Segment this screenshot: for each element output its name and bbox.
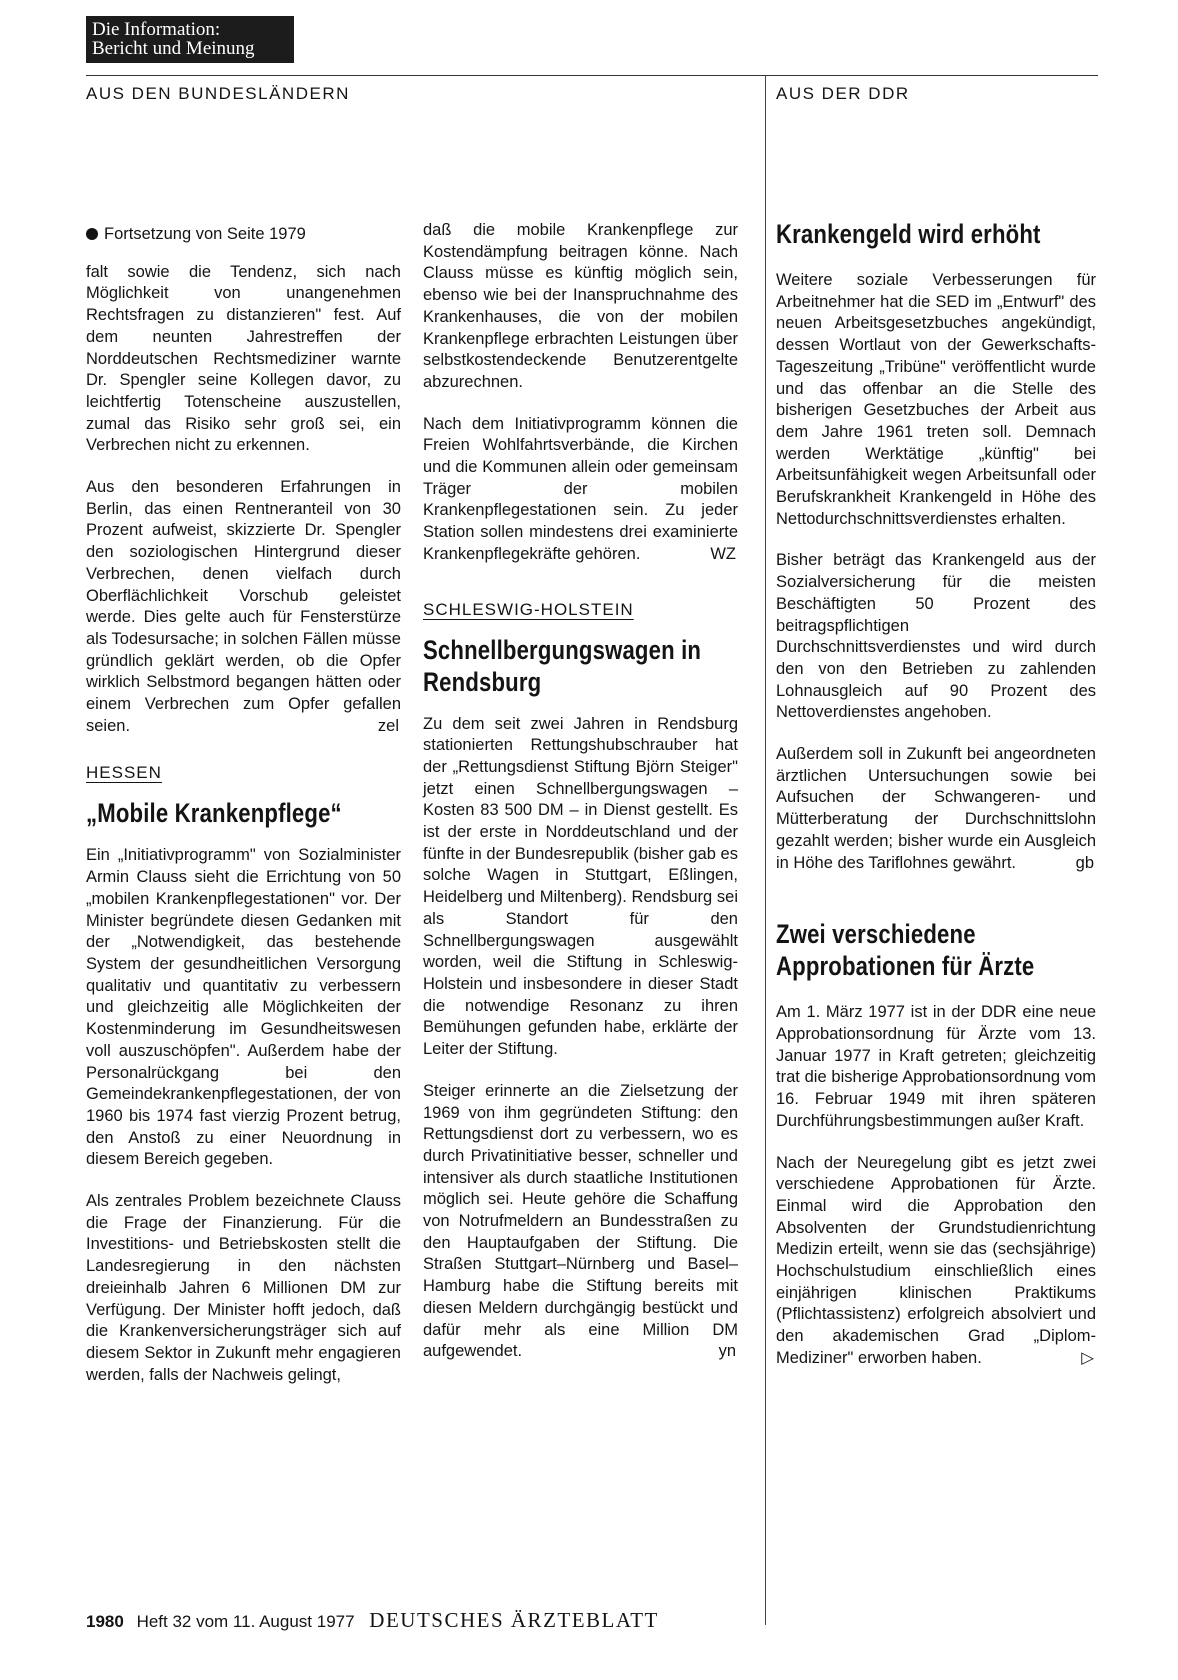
column-2	[423, 220, 738, 1363]
article-paragraph: Weitere soziale Verbesserungen für Arbeitnehmer hat die SED im „Entwurf" des neuen Arbeitsgesetzbuches angekündigt, dessen Wortlaut von der Gewerkschafts-Tageszeitung „Tribüne" veröffentlicht wurde und das offenbar an die Stelle des bisherigen Gesetzbuches der Arbeit aus dem Jahre 1961 treten soll. Demnach werden Werktätige „künftig" bei Arbeitsunfähigkeit wegen Arbeitsunfall oder Berufskrankheit Krankengeld in Höhe des Nettodurchschnittsverdienstes erhalten.	[776, 271, 1096, 528]
article-paragraph: falt sowie die Tendenz, sich nach Möglichkeit von unangenehmen Rechtsfragen zu distanzieren" fest. Auf dem neunten Jahrestreffen der Norddeutschen Rechtsmediziner warnte Dr. Spengler seine Kollegen davor, zu leichtfertig Totenscheine auszustellen, zumal das Risiko sehr groß sei, ein Verbrechen nicht zu erkennen.	[86, 262, 401, 455]
page-number: 1980	[86, 1612, 124, 1631]
rubric-badge	[86, 16, 294, 63]
section-head-ddr: AUS DER DDR	[776, 84, 910, 103]
column-3	[776, 218, 1096, 1370]
article-paragraph: Zu dem seit zwei Jahren in Rendsburg stationierten Rettungshubschrauber hat der „Rettungsdienst Stiftung Björn Steiger" jetzt einen Schnellbergungswagen – Kosten 83 500 DM – in Dienst gestellt. Es ist der erste in Norddeutschland und der fünfte in der Bundesrepublik (bisher gab es solche Wagen in Stuttgart, Eßlingen, Heidelberg und Miltenberg). Rendsburg sei als Standort für den Schnellbergungswagen ausgewählt worden, weil die Stiftung in Schleswig-Holstein und insbesondere in dieser Stadt die notwendige Resonanz zu ihren Bemühungen gefunden habe, erklärte der Leiter der Stiftung.	[423, 714, 738, 1059]
column-1	[86, 224, 401, 1386]
article-paragraph: Steiger erinnerte an die Zielsetzung der 1969 von ihm gegründeten Stiftung: den Rettungsdienst dort zu verbessern, wo es durch Privatinitiative besser, schneller und intensiver als durch staatliche Institutionen möglich sei. Heute gehöre die Schaffung von Notrufmeldern an Bundesstraßen zu den Hauptaufgaben der Stiftung. Die Straßen Stuttgart–Nürnberg und Basel–Hamburg habe die Stiftung bereits mit diesen Meldern durchgängig bestückt und dafür mehr als eine Million DM aufgewendet. yn	[423, 1081, 738, 1363]
region-label-schleswig-holstein: SCHLESWIG-HOLSTEIN	[423, 599, 634, 619]
rubric-line-1: Die Information:	[92, 19, 221, 40]
journal-name: DEUTSCHES ÄRZTEBLATT	[369, 1608, 659, 1632]
article-paragraph: Nach der Neuregelung gibt es jetzt zwei verschiedene Approbationen für Ärzte. Einmal wird die Approbation den Absolventen der Grundstudienrichtung Medizin erteilt, wenn sie das (sechsjährige) Hochschulstudium einschließlich eines einjährigen klinischen Praktikums (Pflichtassistenz) erfolgreich absolviert und den akademischen Grad „Diplom-Mediziner" erworben haben. ▷	[776, 1153, 1096, 1370]
author-signature: WZ	[710, 544, 736, 563]
author-signature: zel	[377, 716, 399, 735]
rubric-line-2: Bericht und Meinung	[92, 38, 255, 59]
article-paragraph: Als zentrales Problem bezeichnete Clauss die Frage der Finanzierung. Für die Investitions- und Betriebskosten stellt die Landesregierung in den nächsten dreieinhalb Jahren 6 Millionen DM zur Verfügung. Der Minister hofft jedoch, daß die Krankenversicherungsträger sich auf diesem Sektor in Zukunft mehr engagieren werden, falls der Nachweis gelingt,	[86, 1192, 401, 1384]
article-paragraph: Aus den besonderen Erfahrungen in Berlin, das einen Rentneranteil von 30 Prozent aufweist, skizzierte Dr. Spengler den soziologischen Hintergrund dieser Verbrechen, denen vielfach durch Oberflächlichkeit Vorschub geleistet werde. Dies gelte auch für Fensterstürze als Todesursache; in solchen Fällen müsse gründlich geklärt werden, ob die Opfer wirklich Selbstmord begangen hätten oder einem Verbrechen zum Opfer gefallen seien. zel	[86, 477, 401, 737]
region-label-hessen: HESSEN	[86, 763, 162, 783]
article-paragraph: Bisher beträgt das Krankengeld aus der Sozialversicherung für die meisten Beschäftigten 50 Prozent des beitragspflichtigen Durchschnittsverdienstes und wird durch den von den Betrieben zu zahlenden Lohnausgleich auf 90 Prozent des Nettoverdienstes angehoben.	[776, 551, 1096, 722]
section-head-bundeslaender: AUS DEN BUNDESLÄNDERN	[86, 84, 350, 103]
issue-info: Heft 32 vom 11. August 1977	[136, 1612, 355, 1631]
page-footer	[86, 1608, 659, 1633]
author-signature: gb	[1075, 853, 1094, 872]
continuation-note: Fortsetzung von Seite 1979	[86, 224, 401, 246]
column-divider	[765, 75, 766, 1625]
article-paragraph: daß die mobile Krankenpflege zur Kostendämpfung beitragen könne. Nach Clauss müsse es künftig möglich sein, ebenso wie bei der Inanspruchnahme des Krankenhauses, die von der mobilen Krankenpflege erbrachten Leistungen über selbstkostendeckende Benutzerentgelte abzurechnen.	[423, 221, 738, 391]
article-paragraph: Nach dem Initiativprogramm können die Freien Wohlfahrtsverbände, die Kirchen und die Kommunen allein oder gemeinsam Träger der mobilen Krankenpflegestationen sein. Zu jeder Station sollen mindestens drei examinierte Krankenpflegekräfte gehören. WZ	[423, 414, 738, 566]
headline-krankengeld: Krankengeld wird erhöht	[776, 219, 1041, 249]
headline-schnellbergungswagen: Schnellbergungswagen in Rendsburg	[423, 634, 702, 697]
article-paragraph: Außerdem soll in Zukunft bei angeordneten ärztlichen Untersuchungen sowie bei Aufsuchen der Schwangeren- und Mütterberatung der Durchschnittslohn gezahlt werden; bisher wurde ein Ausgleich in Höhe des Tariflohnes gewährt. gb	[776, 744, 1096, 874]
headline-approbationen: Zwei verschiedene Approbationen für Ärzte	[776, 919, 1035, 982]
author-signature: yn	[718, 1342, 736, 1361]
continue-arrow-icon: ▷	[1081, 1348, 1094, 1367]
bullet-icon	[86, 228, 98, 240]
headline-mobile-krankenpflege: „Mobile Krankenpflege“	[86, 798, 342, 829]
article-paragraph: Am 1. März 1977 ist in der DDR eine neue Approbationsordnung für Ärzte vom 13. Januar 1977 in Kraft getreten; gleichzeitig trat die bisherige Approbationsordnung vom 16. Februar 1949 mit ihren späteren Durchführungsbestimmungen außer Kraft.	[776, 1003, 1096, 1130]
article-paragraph: Ein „Initiativprogramm" von Sozialminister Armin Clauss sieht die Errichtung von 50 „mobilen Krankenpflegestationen" vor. Der Minister begründete diesen Gedanken mit der „Notwendigkeit, das bestehende System der gesundheitlichen Versorgung qualitativ und quantitativ zu verbessern und gleichzeitig alle Möglichkeiten der Kostenminderung im Gesundheitswesen voll auszuschöpfen". Außerdem habe der Personalrückgang bei den Gemeindekrankenpflegestationen, der von 1960 bis 1974 fast vierzig Prozent betrug, den Anstoß zu einer Neuordnung in diesem Bereich gegeben.	[86, 846, 401, 1169]
header-rule	[86, 75, 1098, 76]
